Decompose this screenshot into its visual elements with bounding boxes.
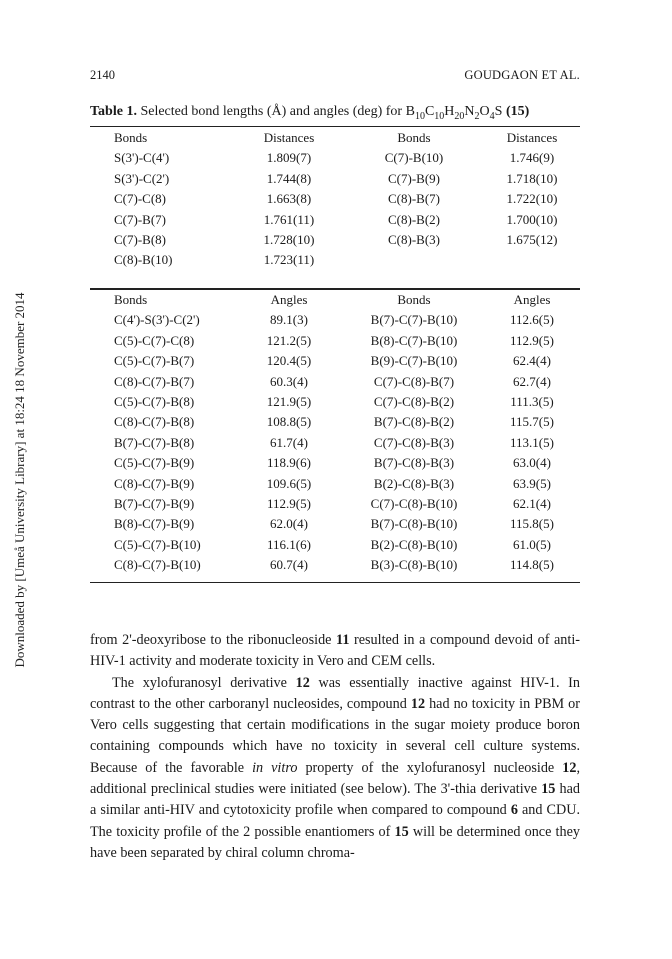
table-row: [90, 351, 580, 371]
bond-cell: C(8)-B(3): [388, 232, 440, 248]
table-row: [90, 433, 580, 453]
table-row: [90, 310, 580, 330]
compound-ref: 6: [510, 802, 518, 819]
formula-element: H: [444, 104, 455, 119]
formula-subscript: 4: [489, 110, 495, 122]
value-cell: 116.1(6): [267, 536, 311, 552]
bond-cell: C(8)-C(7)-B(8): [114, 414, 195, 430]
bond-cell: B(3)-C(8)-B(10): [370, 557, 458, 573]
value-cell: 61.7(4): [270, 434, 308, 450]
table-row: [90, 169, 580, 189]
bond-cell: [344, 250, 484, 270]
caption-text: Selected bond lengths (Å) and angles (deg) for B: [140, 104, 415, 119]
bond-cell: C(8)-B(2): [388, 211, 440, 227]
bond-cell: B(7)-C(7)-B(9): [114, 496, 195, 512]
table-bottom-rule: [90, 582, 580, 583]
table-row: [90, 392, 580, 412]
value-cell: 108.8(5): [266, 414, 312, 430]
value-cell: 114.8(5): [510, 557, 554, 573]
value-cell: 1.728(10): [263, 232, 315, 248]
text-run: , additional preclinical studies were initiated (see below). The 3'-thia derivative: [90, 759, 580, 798]
bond-cell: C(7)-B(10): [384, 150, 444, 166]
table-row: [90, 230, 580, 250]
value-cell: 112.9(5): [510, 332, 554, 348]
column-header: Angles: [513, 292, 551, 307]
column-header: Bonds: [114, 292, 148, 307]
compound-ref: 12: [295, 674, 310, 691]
bond-cell: C(7)-B(7): [114, 211, 166, 227]
bond-cell: B(2)-C(8)-B(10): [370, 536, 458, 552]
bond-cell: C(7)-C(8): [114, 191, 166, 207]
compound-ref: 11: [336, 632, 350, 648]
bond-cell: B(8)-C(7)-B(10): [370, 332, 458, 348]
table-header-row: [90, 290, 580, 310]
value-cell: [484, 250, 580, 270]
bond-cell: C(5)-C(7)-B(7): [114, 353, 195, 369]
bond-angles-table: [90, 290, 580, 576]
formula-subscript: 10: [414, 110, 425, 122]
bond-cell: C(8)-C(7)-B(9): [114, 475, 195, 491]
text-run: will be determined once they have been separated by chiral column chroma-: [90, 823, 580, 861]
bond-cell: C(5)-C(7)-C(8): [114, 332, 195, 348]
value-cell: 1.723(11): [263, 252, 315, 268]
formula-subscript: 20: [454, 110, 465, 122]
value-cell: 115.7(5): [510, 414, 554, 430]
value-cell: 1.675(12): [506, 232, 558, 248]
table-row: [90, 453, 580, 473]
value-cell: 60.3(4): [270, 373, 308, 389]
value-cell: 1.663(8): [266, 191, 312, 207]
value-cell: 121.9(5): [266, 394, 312, 410]
bond-cell: C(5)-C(7)-B(10): [114, 536, 201, 552]
text-run: resulted in a compound devoid of anti-HIV-1 activity and moderate toxicity in Vero and CEM cells.: [90, 632, 580, 670]
table-row: [90, 189, 580, 209]
bond-cell: C(8)-B(7): [388, 191, 440, 207]
value-cell: 1.761(11): [263, 211, 315, 227]
value-cell: 112.9(5): [267, 496, 311, 512]
table-row: [90, 555, 580, 575]
bond-cell: B(9)-C(7)-B(10): [370, 353, 458, 369]
column-header: Angles: [270, 292, 308, 307]
formula-element: S: [494, 104, 503, 119]
value-cell: 115.8(5): [510, 516, 554, 532]
value-cell: 1.809(7): [266, 150, 312, 166]
chemical-formula: [414, 104, 503, 122]
paragraph: [90, 630, 580, 673]
text-run: and CDU. The toxicity profile of the 2 possible enantiomers of: [90, 802, 580, 840]
compound-ref: 12: [410, 695, 426, 712]
table-row: [90, 250, 580, 270]
value-cell: 63.9(5): [513, 475, 551, 491]
bond-cell: C(7)-C(8)-B(10): [370, 496, 458, 512]
bond-cell: C(4')-S(3')-C(2'): [114, 312, 200, 328]
bond-cell: S(3')-C(2'): [114, 170, 170, 186]
bond-lengths-table: [90, 128, 580, 271]
value-cell: 1.700(10): [506, 211, 558, 227]
table-row: [90, 148, 580, 168]
text-run: The xylofuranosyl derivative: [112, 674, 296, 691]
column-header: Distances: [506, 130, 558, 145]
table-row: [90, 331, 580, 351]
running-head: GOUDGAON ET AL.: [464, 68, 580, 82]
value-cell: 1.746(9): [509, 150, 555, 166]
bond-cell: B(2)-C(8)-B(3): [373, 475, 455, 491]
value-cell: 62.1(4): [513, 496, 551, 512]
value-cell: 109.6(5): [266, 475, 312, 491]
value-cell: 1.722(10): [506, 191, 558, 207]
table-label: Table 1.: [90, 104, 137, 119]
value-cell: 1.744(8): [266, 170, 312, 186]
bond-cell: C(8)-C(7)-B(7): [114, 373, 195, 389]
bond-cell: B(7)-C(7)-B(10): [370, 312, 458, 328]
value-cell: 111.3(5): [510, 394, 554, 410]
value-cell: 63.0(4): [513, 455, 551, 471]
bond-cell: C(5)-C(7)-B(8): [114, 394, 195, 410]
value-cell: 120.4(5): [266, 353, 312, 369]
emphasis-text: in vitro: [252, 759, 298, 776]
body-text: [90, 630, 580, 864]
formula-subscript: 10: [434, 110, 445, 122]
table-caption: [90, 104, 529, 122]
bond-cell: C(8)-C(7)-B(10): [114, 557, 201, 573]
formula-element: O: [479, 104, 490, 119]
bond-cell: B(7)-C(7)-B(8): [114, 434, 195, 450]
table-row: [90, 372, 580, 392]
table-row: [90, 412, 580, 432]
bond-cell: C(7)-C(8)-B(7): [373, 373, 455, 389]
value-cell: 62.7(4): [513, 373, 551, 389]
value-cell: 112.6(5): [510, 312, 554, 328]
table-header-row: [90, 128, 580, 148]
table-top-rule: [90, 126, 580, 127]
page-number: 2140: [90, 68, 115, 82]
bond-cell: C(5)-C(7)-B(9): [114, 455, 195, 471]
table-row: [90, 535, 580, 555]
formula-subscript: 2: [474, 110, 480, 122]
text-run: property of the xylofuranosyl nucleoside: [297, 759, 563, 776]
bond-cell: C(7)-C(8)-B(3): [373, 434, 455, 450]
bond-cell: B(7)-C(8)-B(2): [373, 414, 455, 430]
compound-ref: 15: [394, 823, 409, 840]
table-row: [90, 474, 580, 494]
value-cell: 113.1(5): [510, 434, 554, 450]
value-cell: 62.4(4): [513, 353, 551, 369]
text-run: had no toxicity in PBM or Vero cells suggesting that certain modifications in the sugar moiety produce boron containing compounds which have no toxicity in several cell culture systems. Because of the favorable: [90, 695, 580, 776]
text-run: from 2'-deoxyribose to the ribonucleoside: [90, 632, 337, 648]
text-run: had a similar anti-HIV and cytotoxicity profile when compared to compound: [90, 781, 580, 819]
value-cell: 89.1(3): [270, 312, 308, 328]
table-row: [90, 494, 580, 514]
compound-ref: 12: [562, 759, 577, 776]
bond-cell: C(7)-B(8): [114, 232, 166, 248]
column-header: Bonds: [397, 130, 431, 145]
value-cell: 118.9(6): [267, 455, 311, 471]
bond-cell: B(7)-C(8)-B(3): [373, 455, 455, 471]
compound-ref: 15: [541, 781, 556, 798]
bond-cell: B(8)-C(7)-B(9): [114, 516, 195, 532]
table-row: [90, 210, 580, 230]
formula-element: N: [464, 104, 475, 119]
value-cell: 60.7(4): [270, 557, 308, 573]
value-cell: 62.0(4): [270, 516, 308, 532]
value-cell: 121.2(5): [266, 332, 312, 348]
bond-cell: C(8)-B(10): [114, 252, 173, 268]
bond-cell: B(7)-C(8)-B(10): [370, 516, 458, 532]
formula-element: C: [424, 104, 435, 119]
table-row: [90, 514, 580, 534]
column-header: Distances: [263, 130, 315, 145]
download-watermark: Downloaded by [Umeå University Library] at 18:24 18 November 2014: [12, 292, 27, 668]
paragraph: [90, 673, 580, 865]
bond-cell: C(7)-B(9): [388, 170, 440, 186]
bond-cell: C(7)-C(8)-B(2): [373, 394, 455, 410]
value-cell: 61.0(5): [513, 536, 551, 552]
compound-number: (15): [505, 104, 530, 119]
column-header: Bonds: [114, 130, 148, 145]
bond-cell: S(3')-C(4'): [114, 150, 170, 166]
value-cell: 1.718(10): [506, 170, 558, 186]
text-run: was essentially inactive against HIV-1. In contrast to the other carboranyl nucleosides, compound: [90, 674, 581, 712]
column-header: Bonds: [397, 292, 431, 307]
